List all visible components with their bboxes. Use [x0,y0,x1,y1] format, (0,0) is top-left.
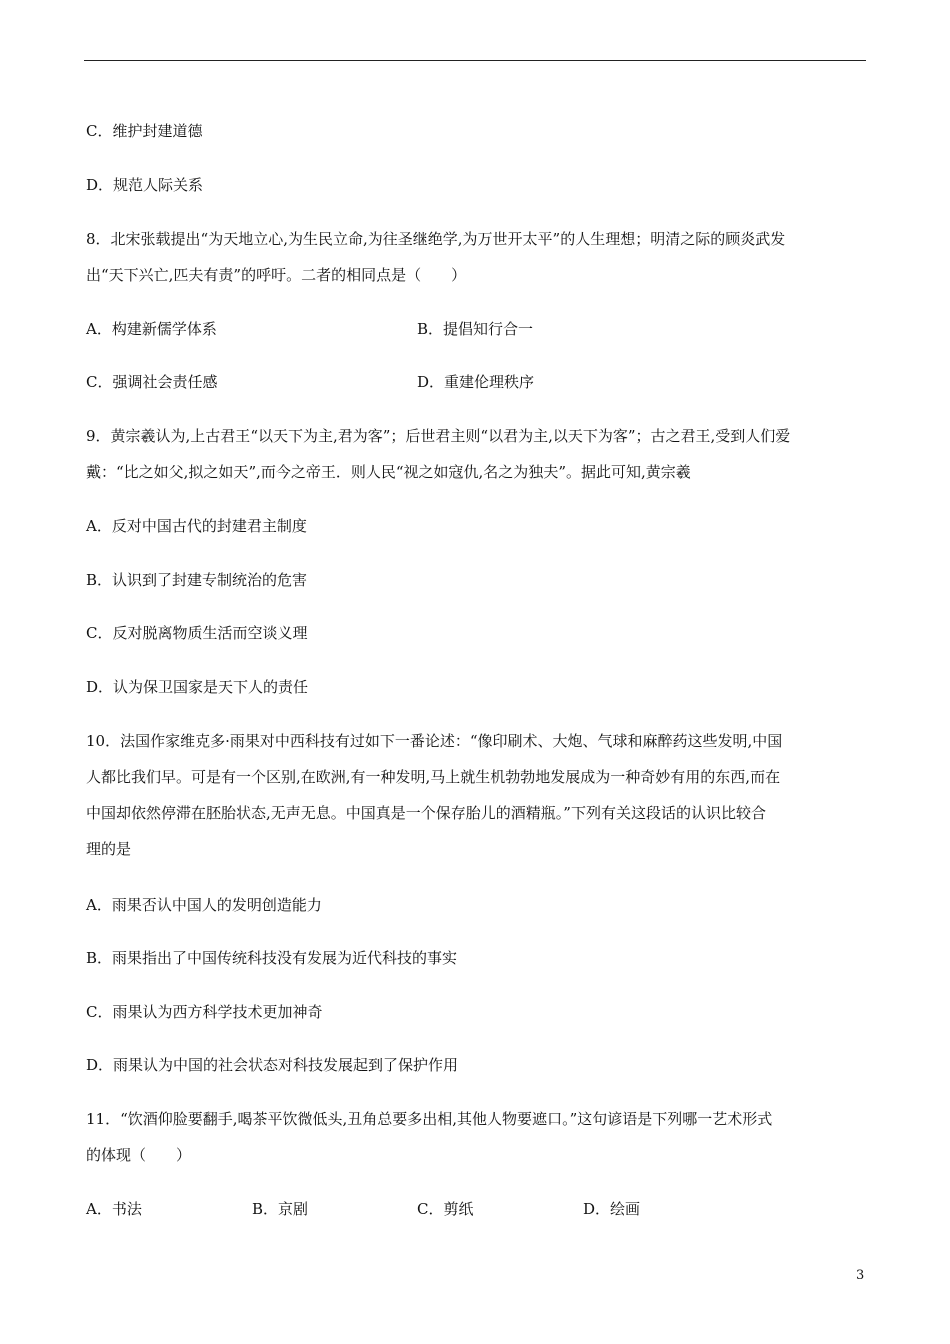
q11-option-b[interactable]: B．京剧 [252,1200,309,1218]
q11-options-row [86,1199,866,1219]
header-rule [84,60,866,61]
q10-stem-line-3: 中国却依然停滞在胚胎状态,无声无息。中国真是一个保存胎儿的酒精瓶。”下列有关这段话的认识比较合 [86,804,766,822]
q11-stem-line-1: 11．“饮酒仰脸要翻手,喝茶平饮微低头,丑角总要多出相,其他人物要遮口。”这句谚语是下列哪一艺术形式 [86,1110,773,1128]
q11-option-d[interactable]: D．绘画 [583,1200,641,1218]
q8-stem-line-2: 出“天下兴亡,匹夫有责”的呼吁。二者的相同点是（ ） [86,266,467,284]
q9-stem-line-1: 9．黄宗羲认为,上古君王“以天下为主,君为客”；后世君主则“以君为主,以天下为客”；古之君王,受到人们爱 [86,427,791,445]
q9-option-c[interactable]: C．反对脱离物质生活而空谈义理 [86,624,308,642]
q7-option-c[interactable]: C．维护封建道德 [86,122,203,140]
q10-option-c[interactable]: C．雨果认为西方科学技术更加神奇 [86,1003,323,1021]
q8-option-c[interactable]: C．强调社会责任感 [86,373,218,391]
q8-stem-line-1: 8．北宋张载提出“为天地立心,为生民立命,为往圣继绝学,为万世开太平”的人生理想；明清之际的顾炎武发 [86,230,786,248]
q7-option-d[interactable]: D．规范人际关系 [86,176,204,194]
q9-stem-line-2: 戴：“比之如父,拟之如天”,而今之帝王．则人民“视之如寇仇,名之为独夫”。据此可知,黄宗羲 [86,463,691,481]
q8-option-d[interactable]: D．重建伦理秩序 [417,373,535,391]
q11-option-c[interactable]: C．剪纸 [417,1200,474,1218]
q8-options-row-2 [86,372,866,392]
q10-option-a[interactable]: A．雨果否认中国人的发明创造能力 [86,896,322,914]
q9-option-d[interactable]: D．认为保卫国家是天下人的责任 [86,678,309,696]
q10-stem-line-2: 人都比我们早。可是有一个区别,在欧洲,有一种发明,马上就生机勃勃地发展成为一种奇妙有用的东西,而在 [86,768,781,786]
q9-option-b[interactable]: B．认识到了封建专制统治的危害 [86,571,308,589]
q8-option-a[interactable]: A．构建新儒学体系 [86,320,217,338]
page-number: 3 [856,1268,865,1283]
q10-stem-line-4: 理的是 [86,840,132,858]
q10-option-b[interactable]: B．雨果指出了中国传统科技没有发展为近代科技的事实 [86,949,458,967]
q8-option-b[interactable]: B．提倡知行合一 [417,320,534,338]
q9-option-a[interactable]: A．反对中国古代的封建君主制度 [86,517,307,535]
q10-stem-line-1: 10．法国作家维克多·雨果对中西科技有过如下一番论述：“像印刷术、大炮、气球和麻醉药这些发明,中国 [86,732,783,750]
q8-options-row-1 [86,319,866,339]
q11-option-a[interactable]: A．书法 [86,1200,142,1218]
q11-stem-line-2: 的体现（ ） [86,1146,192,1164]
q10-option-d[interactable]: D．雨果认为中国的社会状态对科技发展起到了保护作用 [86,1056,459,1074]
